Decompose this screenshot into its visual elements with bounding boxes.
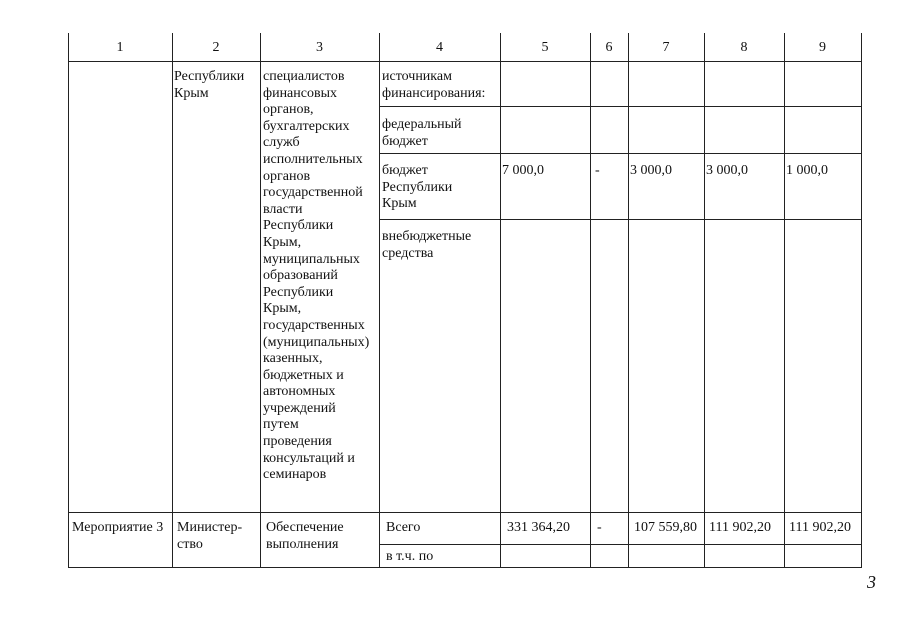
total-col8: 111 902,20 xyxy=(709,520,771,535)
source-label-crimea-budget: бюджет Республики Крым xyxy=(382,163,453,212)
total-col6: - xyxy=(597,520,602,535)
col-divider-2-3 xyxy=(260,33,261,568)
header-col-3: 3 xyxy=(316,40,323,55)
header-col-4: 4 xyxy=(436,40,443,55)
col-divider-6-7 xyxy=(628,33,629,568)
page-number: 3 xyxy=(867,572,876,592)
header-col-2: 2 xyxy=(212,40,220,55)
sub-row-line-1 xyxy=(379,106,862,107)
crimea-budget-col7: 3 000,0 xyxy=(630,163,672,178)
source-label-total: Всего xyxy=(386,520,421,535)
row-b-executor-cell: Министер- ство xyxy=(177,520,243,552)
sub-row-line-3 xyxy=(379,219,862,220)
source-label-federal: федеральный бюджет xyxy=(382,117,462,149)
col-divider-1-2 xyxy=(172,33,173,568)
col-divider-7-8 xyxy=(704,33,705,568)
source-label-financing: источникам финансирования: xyxy=(382,69,486,101)
crimea-budget-col8: 3 000,0 xyxy=(706,163,748,178)
header-col-1: 1 xyxy=(116,40,124,55)
table-border-left xyxy=(68,33,69,568)
crimea-budget-col9: 1 000,0 xyxy=(786,163,828,178)
row-b-measure-cell: Мероприятие 3 xyxy=(72,520,164,535)
col-divider-4-5 xyxy=(500,33,501,568)
header-bottom-line xyxy=(68,61,862,62)
header-col-7: 7 xyxy=(662,40,670,55)
crimea-budget-total: 7 000,0 xyxy=(502,163,544,178)
header-col-5: 5 xyxy=(541,40,549,55)
total-col9: 111 902,20 xyxy=(789,520,851,535)
row-a-description-cell: специалистов финансовых органов, бухгалтерских служб исполнительных органов государственной власти Республики Крым, муниципальных образований Республики Крым, государственных (муниципальных) казенных, бюджетных и автономных учреждений путем проведения консультаций и семинаров xyxy=(263,69,370,483)
header-col-8: 8 xyxy=(740,40,748,55)
row-a-executor-cell: Республики Крым xyxy=(174,69,245,101)
total-col7: 107 559,80 xyxy=(634,520,697,535)
col-divider-8-9 xyxy=(784,33,785,568)
table-border-right xyxy=(861,33,862,568)
header-col-6: 6 xyxy=(605,40,613,55)
source-label-including: в т.ч. по xyxy=(386,549,434,564)
source-label-extrabudgetary: внебюджетные средства xyxy=(382,229,472,261)
row-b-description-cell: Обеспечение выполнения xyxy=(266,520,344,552)
sub-row-line-4 xyxy=(379,544,862,545)
row-divider xyxy=(68,512,862,513)
header-col-9: 9 xyxy=(819,40,826,55)
table-bottom-line xyxy=(68,567,862,568)
sub-row-line-2 xyxy=(379,153,862,154)
crimea-budget-col6: - xyxy=(595,163,600,178)
col-divider-5-6 xyxy=(590,33,591,568)
total-col5: 331 364,20 xyxy=(507,520,570,535)
col-divider-3-4 xyxy=(379,33,380,568)
